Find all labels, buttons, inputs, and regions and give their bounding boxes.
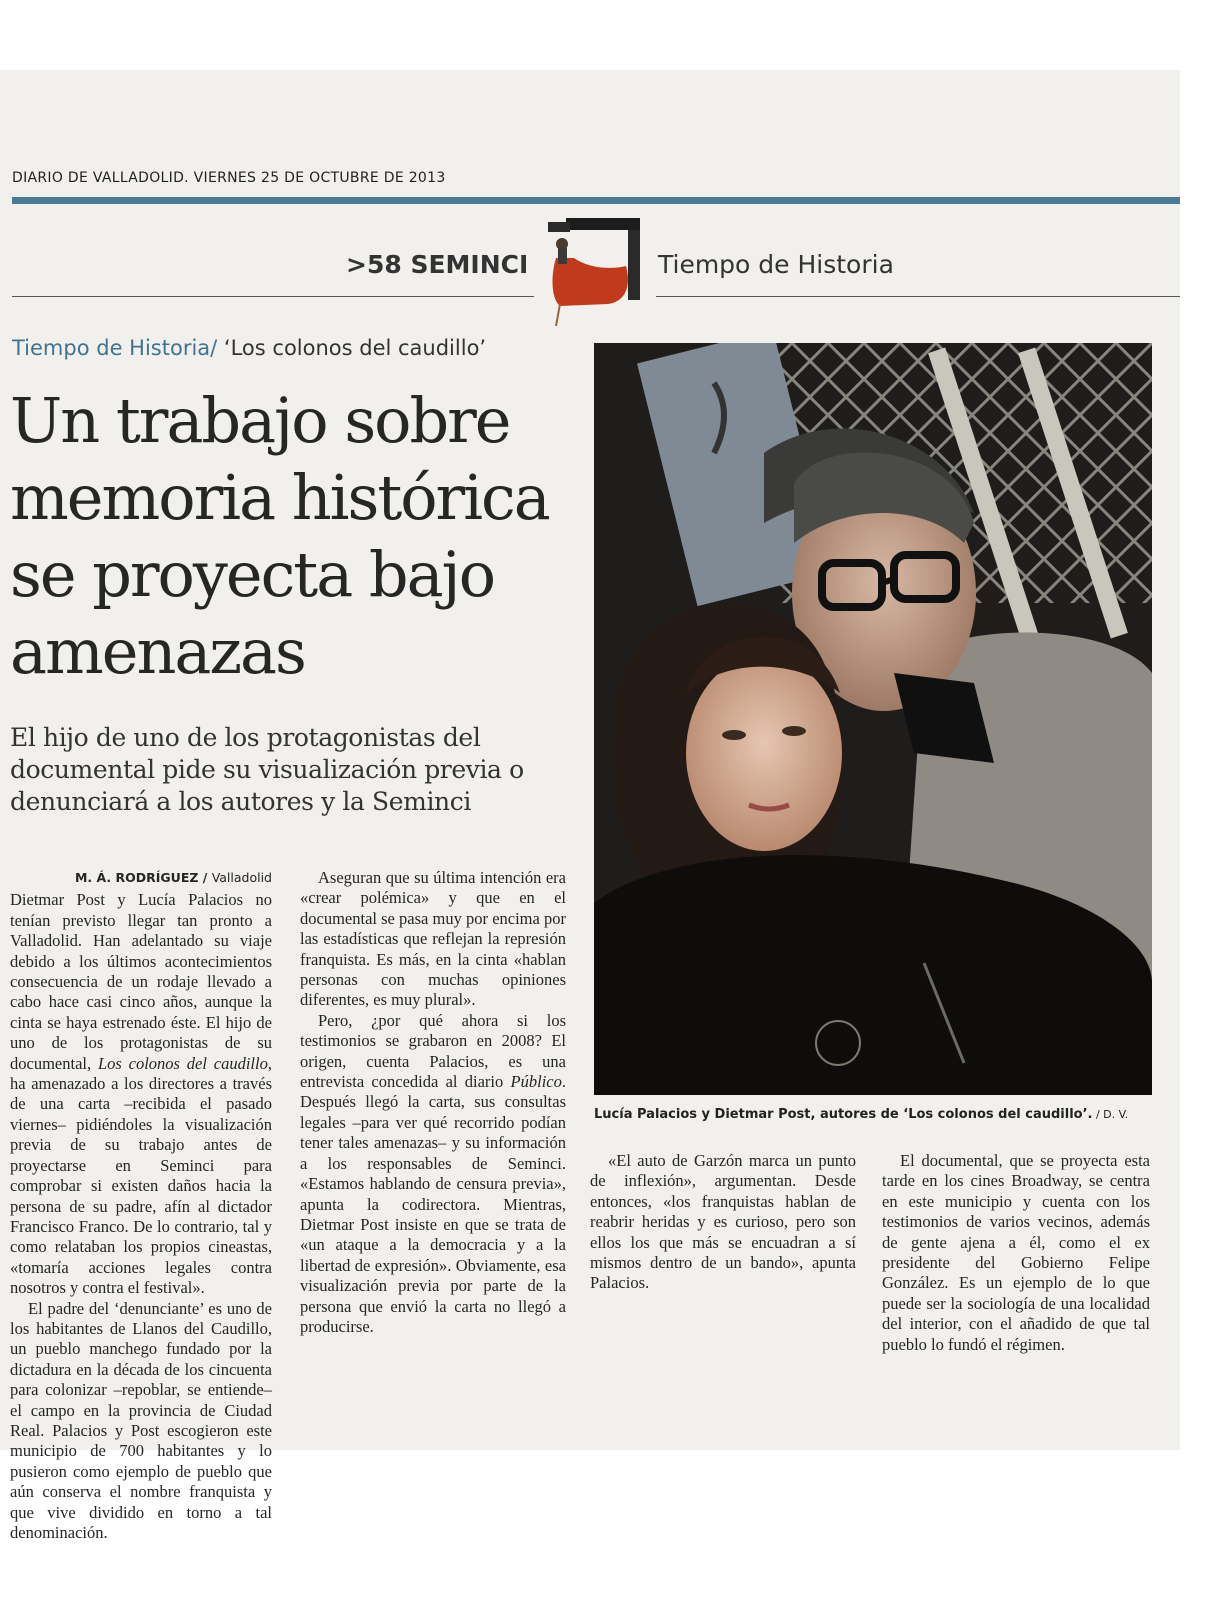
caption-credit: / D. V. bbox=[1092, 1108, 1129, 1121]
article-column-1 bbox=[10, 868, 272, 1543]
folio-line: DIARIO DE VALLADOLID. VIERNES 25 DE OCTUBRE DE 2013 bbox=[12, 170, 446, 186]
kicker-separator: / bbox=[210, 336, 218, 360]
caption-text: Lucía Palacios y Dietmar Post, autores de ‘Los colonos del caudillo’. bbox=[594, 1107, 1093, 1122]
section-label-tiempo: Tiempo de Historia bbox=[658, 250, 894, 279]
body-paragraph-6: El documental, que se proyecta esta tarde en los cines Broadway, se centra en este municipio y cuenta con los testimonios de varios vecinos, además de gente ajena a él, como el ex presidente del Gobierno Felipe González. Es un ejemplo de lo que puede ser la sociología de una localidad del interior, con el añadido de que tal pueblo lo fundó el régimen. bbox=[882, 1151, 1150, 1354]
deck-subheadline: El hijo de uno de los protagonistas del documental pide su visualización previa o denunciará a los autores y la Seminci bbox=[10, 723, 524, 816]
kicker bbox=[12, 336, 486, 360]
body-text: . Después llegó la carta, sus consultas legales –para ver qué recorrido podían tener tales amenazas– y su información a los responsables de Seminci. «Estamos hablando de censura previa», apunta la codirectora. Mientras, Dietmar Post insiste en que se trata de «un ataque a la democracia y a la libertad de expresión». Obviamente, esa visualización previa por parte de la persona que envió la carta no llegó a producirse. bbox=[300, 1072, 566, 1336]
article-column-4 bbox=[882, 1151, 1150, 1355]
photo-illustration bbox=[594, 343, 1152, 1095]
film-title: Los colonos del caudillo bbox=[97, 1053, 268, 1073]
body-paragraph-1 bbox=[10, 890, 272, 1298]
kicker-section: Tiempo de Historia bbox=[12, 336, 211, 360]
seminci-logo bbox=[548, 218, 644, 330]
article-column-3 bbox=[590, 1151, 856, 1294]
section-label-seminci: >58 SEMINCI bbox=[346, 250, 529, 279]
body-text: Dietmar Post y Lucía Palacios no tenían previsto llegar tan pronto a Valladolid. Han adelantado su viaje debido a los últimos acontecimientos consecuencia de un rodaje llevado a cabo hace casi cinco años, aunque la cinta se haya estrenado éste. El hijo de uno de los protagonistas de su documental, bbox=[10, 890, 272, 1073]
byline-author: M. Á. RODRÍGUEZ / bbox=[74, 870, 212, 885]
photo-caption bbox=[594, 1107, 1174, 1122]
body-text: Pero, ¿por qué ahora si los testimonios se grabaron en 2008? El origen, cuenta Palacios, es una entrevista concedida al diario bbox=[300, 1010, 566, 1092]
section-rule-right bbox=[656, 296, 1180, 297]
newspaper-name: Público bbox=[510, 1072, 562, 1092]
headline: Un trabajo sobre memoria histórica se proyecta bajo amenazas bbox=[10, 384, 549, 688]
section-rule-left bbox=[12, 296, 534, 297]
folio-rule bbox=[12, 197, 1180, 204]
kicker-topic: ‘Los colonos del caudillo’ bbox=[217, 336, 487, 360]
body-paragraph-2: El padre del ‘denunciante’ es uno de los habitantes de Llanos del Caudillo, un pueblo manchego fundado por la dictadura en la década de los cincuenta para colonizar –repoblar, se entiende– el campo en la provincia de Ciudad Real. Palacios y Post escogieron este municipio de 700 habitantes y lo pusieron como ejemplo de pueblo que aún conserva el nombre franquista y que vive dividido en torno a tal denominación. bbox=[10, 1298, 272, 1542]
byline-place: Valladolid bbox=[211, 870, 272, 885]
byline bbox=[10, 868, 272, 888]
article-column-2 bbox=[300, 868, 566, 1337]
photo-portrait bbox=[594, 343, 1152, 1095]
body-text: , ha amenazado a los directores a través de una carta –recibida el pasado viernes– pidiéndoles la visualización previa de su trabajo antes de proyectarse en Seminci para comprobar si existen daños hacia la persona de su padre, afín al dictador Francisco Franco. De lo contrario, tal y como relataban los propios cineastas, «tomaría acciones legales contra nosotros y contra el festival». bbox=[10, 1053, 272, 1298]
body-paragraph-3: Aseguran que su última intención era «crear polémica» y que en el documental se pasa muy por encima por las estadísticas que reflejan la represión franquista. Es más, en la cinta «hablan personas con muchas opiniones diferentes, es muy plural». bbox=[300, 868, 566, 1010]
body-paragraph-4 bbox=[300, 1011, 566, 1338]
body-paragraph-5: «El auto de Garzón marca un punto de inflexión», argumentan. Desde entonces, «los franquistas hablan de reabrir heridas y es curioso, pero son ellos los que más se encuadran a sí mismos dentro de un bando», apunta Palacios. bbox=[590, 1151, 856, 1293]
